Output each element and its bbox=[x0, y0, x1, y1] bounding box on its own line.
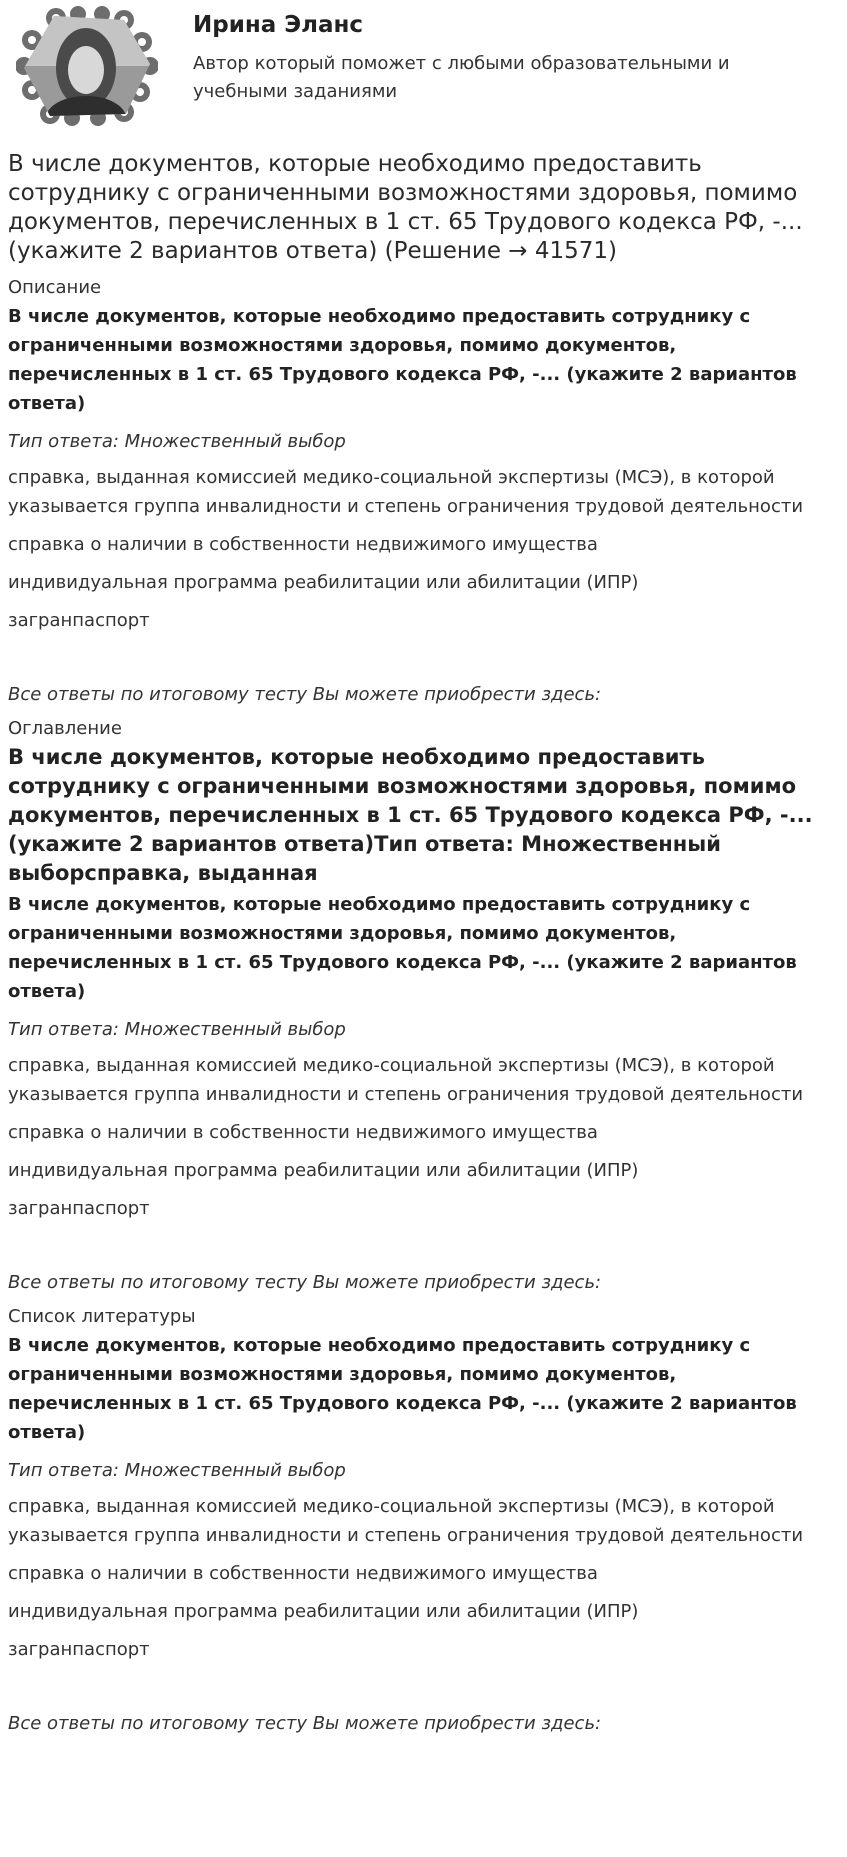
toc-heading: В числе документов, которые необходимо предоставить сотруднику с ограниченными возможностями здоровья, помимо документов, перечисленных в 1 ст. 65 Трудового кодекса РФ, -... (укажите 2 вариантов ответа)Тип ответа: Множественный выборсправка, выданная bbox=[8, 745, 813, 885]
author-description: Автор который поможет с любыми образовательными и учебными заданиями bbox=[193, 53, 730, 102]
section-label-description: Описание bbox=[8, 277, 102, 298]
question-text: В числе документов, которые необходимо предоставить сотруднику с ограниченными возможностями здоровья, помимо документов, перечисленных в 1 ст. 65 Трудового кодекса РФ, -... (укажите 2 вариантов ответа) bbox=[8, 306, 797, 414]
all-answers-note: Все ответы по итоговому тесту Вы можете приобрести здесь: bbox=[8, 1272, 602, 1293]
answer-option: справка, выданная комиссией медико-социальной экспертизы (МСЭ), в которой указывается группа инвалидности и степень ограничения трудовой деятельности bbox=[8, 467, 804, 517]
answer-option: справка о наличии в собственности недвижимого имущества bbox=[8, 1563, 598, 1584]
description-section bbox=[8, 276, 839, 707]
answer-option: справка о наличии в собственности недвижимого имущества bbox=[8, 1122, 598, 1143]
answer-option: справка, выданная комиссией медико-социальной экспертизы (МСЭ), в которой указывается группа инвалидности и степень ограничения трудовой деятельности bbox=[8, 1055, 804, 1105]
answer-option: справка, выданная комиссией медико-социальной экспертизы (МСЭ), в которой указывается группа инвалидности и степень ограничения трудовой деятельности bbox=[8, 1496, 804, 1546]
section-label-toc: Оглавление bbox=[8, 718, 122, 739]
answer-type: Тип ответа: Множественный выбор bbox=[8, 1019, 346, 1040]
answer-type: Тип ответа: Множественный выбор bbox=[8, 431, 346, 452]
author-name[interactable]: Ирина Эланс bbox=[193, 12, 364, 38]
answer-option: загранпаспорт bbox=[8, 610, 150, 631]
answer-option: справка о наличии в собственности недвижимого имущества bbox=[8, 534, 598, 555]
answer-option: загранпаспорт bbox=[8, 1198, 150, 1219]
page-title: В числе документов, которые необходимо предоставить сотруднику с ограниченными возможностями здоровья, помимо документов, перечисленных в 1 ст. 65 Трудового кодекса РФ, -... (укажите 2 вариантов ответа) (Решение → 41571) bbox=[8, 151, 803, 264]
question-text: В числе документов, которые необходимо предоставить сотруднику с ограниченными возможностями здоровья, помимо документов, перечисленных в 1 ст. 65 Трудового кодекса РФ, -... (укажите 2 вариантов ответа) bbox=[8, 894, 797, 1002]
answer-option: индивидуальная программа реабилитации или абилитации (ИПР) bbox=[8, 1160, 639, 1181]
question-text: В числе документов, которые необходимо предоставить сотруднику с ограниченными возможностями здоровья, помимо документов, перечисленных в 1 ст. 65 Трудового кодекса РФ, -... (укажите 2 вариантов ответа) bbox=[8, 1335, 797, 1443]
answer-type: Тип ответа: Множественный выбор bbox=[8, 1460, 346, 1481]
all-answers-note: Все ответы по итоговому тесту Вы можете приобрести здесь: bbox=[8, 1713, 602, 1734]
answer-option: индивидуальная программа реабилитации или абилитации (ИПР) bbox=[8, 572, 639, 593]
film-reel-avatar-icon[interactable] bbox=[16, 6, 158, 126]
answer-option: загранпаспорт bbox=[8, 1639, 150, 1660]
references-section bbox=[8, 1305, 839, 1736]
answer-option: индивидуальная программа реабилитации или абилитации (ИПР) bbox=[8, 1601, 639, 1622]
author-card bbox=[8, 0, 839, 140]
section-label-references: Список литературы bbox=[8, 1306, 196, 1327]
all-answers-note: Все ответы по итоговому тесту Вы можете приобрести здесь: bbox=[8, 684, 602, 705]
toc-section bbox=[8, 717, 839, 1295]
